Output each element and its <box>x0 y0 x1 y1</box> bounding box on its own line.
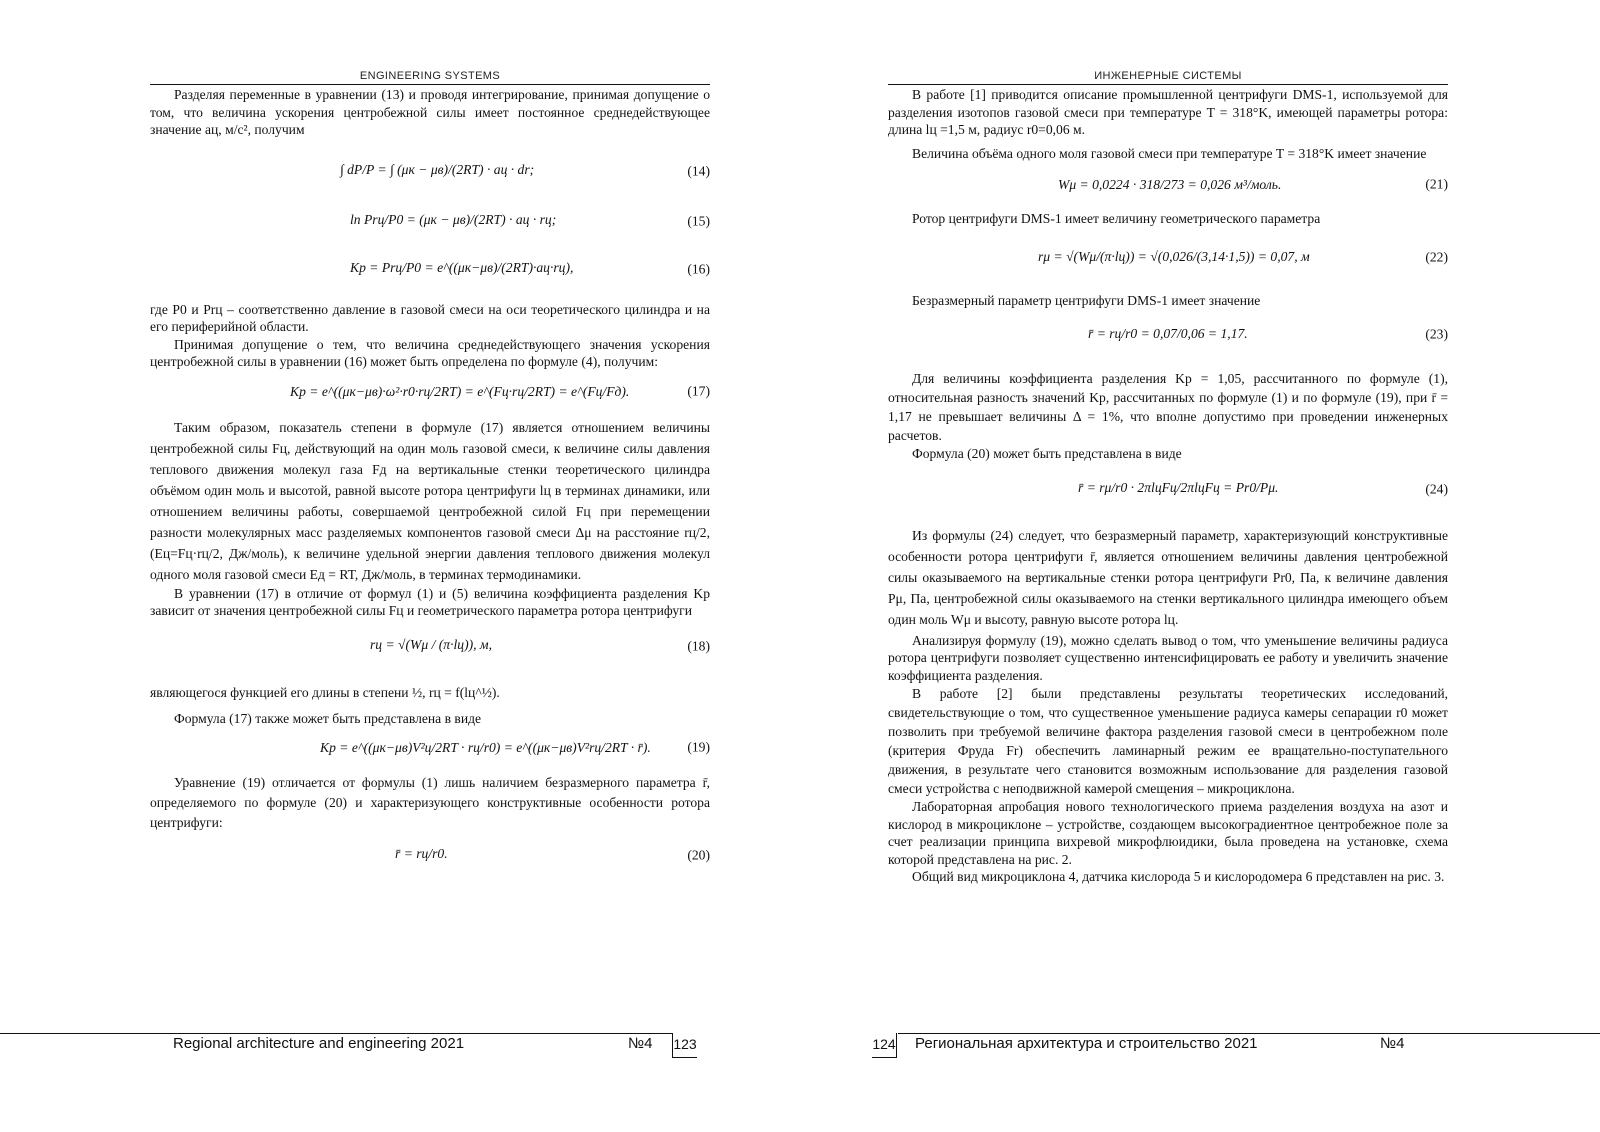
equation-text: r̄ = rμ/r0 · 2πlцFц/2πlцFц = Pr0/Pμ. <box>1078 479 1279 495</box>
paragraph: Из формулы (24) следует, что безразмерный параметр, характеризующий конструктивные особенности ротора центрифуги r̄, является отношением величины давления центробежной силы оказываемого на вертикальные стенки ротора центрифуги Pr0, Па, к величине давления Pμ, Па, центробежной силы оказываемого на стенки вертикального цилиндра имеющего объем один моль Wμ и высоту, равную высоте ротора lц. <box>888 527 1448 627</box>
equation-text: Kр = Prц/P0 = e^((μк−μв)/(2RT)·aц·rц), <box>350 259 574 275</box>
equation-21 <box>888 162 1448 206</box>
paragraph: Таким образом, показатель степени в формуле (17) является отношением величины центробежной силы Fц, действующий на один моль газовой смеси, к величине силы давления теплового движения молекул газа Fд на вертикальные стенки теоретического цилиндра объёмом один моль и высотой, равной высоте ротора центрифуги lц в терминах динамики, или отношением величины работы, совершаемой центробежной силой Fц при перемещении разности молекулярных масс разделяемых компонентов газовой смеси Δμ на расстояние rц/2, (Eц=Fц·rц/2, Дж/моль), к величине удельной энергии давления теплового движения молекул одного моля газовой смеси Eд = RT, Дж/моль, в терминах термодинамики. <box>150 419 710 582</box>
paragraph: Общий вид микроциклона 4, датчика кислорода 5 и кислородомера 6 представлен на рис. 3. <box>912 869 1445 884</box>
equation-text: ln Prц/P0 = (μк − μв)/(2RT) · aц · rц; <box>350 211 557 227</box>
equation-24 <box>888 463 1448 515</box>
running-header: ИНЖЕНЕРНЫЕ СИСТЕМЫ <box>1094 70 1242 82</box>
equation-number: (17) <box>687 382 710 398</box>
left-body <box>150 86 710 877</box>
equation-23 <box>888 309 1448 359</box>
page-number: 124 <box>872 1033 897 1058</box>
footer-journal-title: Regional architecture and engineering 2021 <box>173 1035 465 1052</box>
equation-text: r̄ = rц/r0 = 0,07/0,06 = 1,17. <box>1088 326 1248 341</box>
paragraph: Уравнение (19) отличается от формулы (1) лишь наличием безразмерного параметра r̄, определяемого по формуле (20) и характеризующего конструктивные особенности ротора центрифуги: <box>150 775 710 830</box>
equation-15 <box>150 199 710 243</box>
paragraph: Анализируя формулу (19), можно сделать вывод о том, что уменьшение величины радиуса ротора центрифуги позволяет существенно интенсифицировать ее работу и увеличить значение коэффициента разделения. <box>888 632 1448 683</box>
equation-number: (14) <box>687 162 710 178</box>
equation-text: Kр = e^((μк−μв)·ω²·r0·rц/2RT) = e^(Fц·rц/2RT) = e^(Fц/Fд). <box>290 383 630 399</box>
equation-text: Kр = e^((μк−μв)V²ц/2RT · rц/r0) = e^((μк−μв)V²rц/2RT · r̄). <box>320 740 651 755</box>
equation-20 <box>150 833 710 877</box>
paragraph: Величина объёма одного моля газовой смеси при температуре T = 318°K имеет значение <box>912 145 1427 161</box>
running-header: ENGINEERING SYSTEMS <box>359 70 501 82</box>
equation-number: (18) <box>687 637 710 653</box>
equation-18 <box>150 620 710 672</box>
footer-rule <box>898 1033 1600 1034</box>
equation-17 <box>150 371 710 411</box>
equation-number: (24) <box>1425 480 1448 496</box>
paragraph: В уравнении (17) в отличие от формул (1) и (5) величина коэффициента разделения Kр зависит от значения центробежной силы Fц и геометрического параметра ротора центрифуги <box>150 585 710 618</box>
paragraph: где P0 и Prц – соответственно давление в газовой смеси на оси теоретического цилиндра и на его периферийной области. <box>150 301 710 334</box>
footer-issue: №4 <box>628 1035 653 1052</box>
paragraph: Лабораторная апробация нового технологического приема разделения воздуха на азот и кислород в микроциклоне – устройстве, создающем высокоградиентное центробежное поле за счет реализации принципа вихревой микрофлюидики, была проведена на установке, схема которой представлена на рис. 2. <box>888 799 1448 867</box>
paragraph: Для величины коэффициента разделения Kр = 1,05, рассчитанного по формуле (1), относительная разность значений Kр, рассчитанных по формуле (1) и по формуле (19), при r̄ = 1,17 не превышает величины Δ = 1%, что вполне допустимо при проведении инженерных расчетов. <box>888 371 1448 443</box>
equation-number: (22) <box>1425 248 1448 264</box>
right-page <box>840 0 1600 1132</box>
equation-text: rμ = √(Wμ/(π·lц)) = √(0,026/(3,14·1,5)) = 0,07, м <box>1038 248 1310 264</box>
equation-text: Wμ = 0,0224 · 318/273 = 0,026 м³/моль. <box>1058 177 1282 192</box>
right-body <box>888 86 1448 886</box>
header-rule <box>888 84 1448 85</box>
page-number: 123 <box>672 1033 697 1058</box>
paragraph: Формула (17) также может быть представлена в виде <box>174 710 482 726</box>
paragraph: Ротор центрифуги DMS-1 имеет величину геометрического параметра <box>912 211 1321 226</box>
equation-number: (15) <box>687 212 710 228</box>
equation-text: rц = √(Wμ / (π·lц)), м, <box>370 636 492 652</box>
paragraph: В работе [2] были представлены результаты теоретических исследований, свидетельствующие о том, что существенное уменьшение радиуса камеры сепарации r0 может позволить при требуемой величине фактора разделения газовой смеси в центробежном поле (критерия Фруда Fr) обеспечить ламинарный режим ее вращательно-поступательного движения, в результате чего становится возможным использование для разделения газовой смеси устройства с неподвижной камерой смещения – микроциклона. <box>888 686 1448 796</box>
paragraph: Безразмерный параметр центрифуги DMS-1 имеет значение <box>912 292 1261 308</box>
footer-journal-title: Региональная архитектура и строительство 2021 <box>915 1035 1258 1052</box>
left-page <box>0 0 760 1132</box>
paragraph: являющегося функцией его длины в степени ½, rц = f(lц^½). <box>150 684 500 700</box>
paragraph: Принимая допущение о тем, что величина среднедействующего значения ускорения центробежной силы в уравнении (16) может быть определена по формуле (4), получим: <box>150 336 710 369</box>
paragraph: Разделяя переменные в уравнении (13) и проводя интегрирование, принимая допущение о том, что величина ускорения центробежной силы имеет постоянное среднедействующее значение aц, м/с², получим <box>150 87 710 137</box>
equation-text: ∫ dP/P = ∫ (μк − μв)/(2RT) · aц · dr; <box>340 161 535 177</box>
equation-14 <box>150 143 710 199</box>
header-rule <box>150 84 710 85</box>
equation-text: r̄ = rц/r0. <box>395 846 448 861</box>
equation-22 <box>888 228 1448 286</box>
footer-rule <box>0 1033 672 1034</box>
equation-16 <box>150 243 710 295</box>
paragraph: В работе [1] приводится описание промышленной центрифуги DMS-1, используемой для разделения изотопов газовой смеси при температуре T = 318°K, имеющей параметры ротора: длина lц =1,5 м, радиус r0=0,06 м. <box>888 87 1448 137</box>
paragraph: Формула (20) может быть представлена в виде <box>912 446 1182 461</box>
equation-number: (19) <box>687 739 710 755</box>
equation-number: (23) <box>1425 326 1448 342</box>
equation-number: (16) <box>687 260 710 276</box>
equation-number: (21) <box>1425 176 1448 192</box>
equation-number: (20) <box>687 847 710 863</box>
equation-19 <box>150 727 710 767</box>
footer-issue: №4 <box>1380 1035 1405 1052</box>
